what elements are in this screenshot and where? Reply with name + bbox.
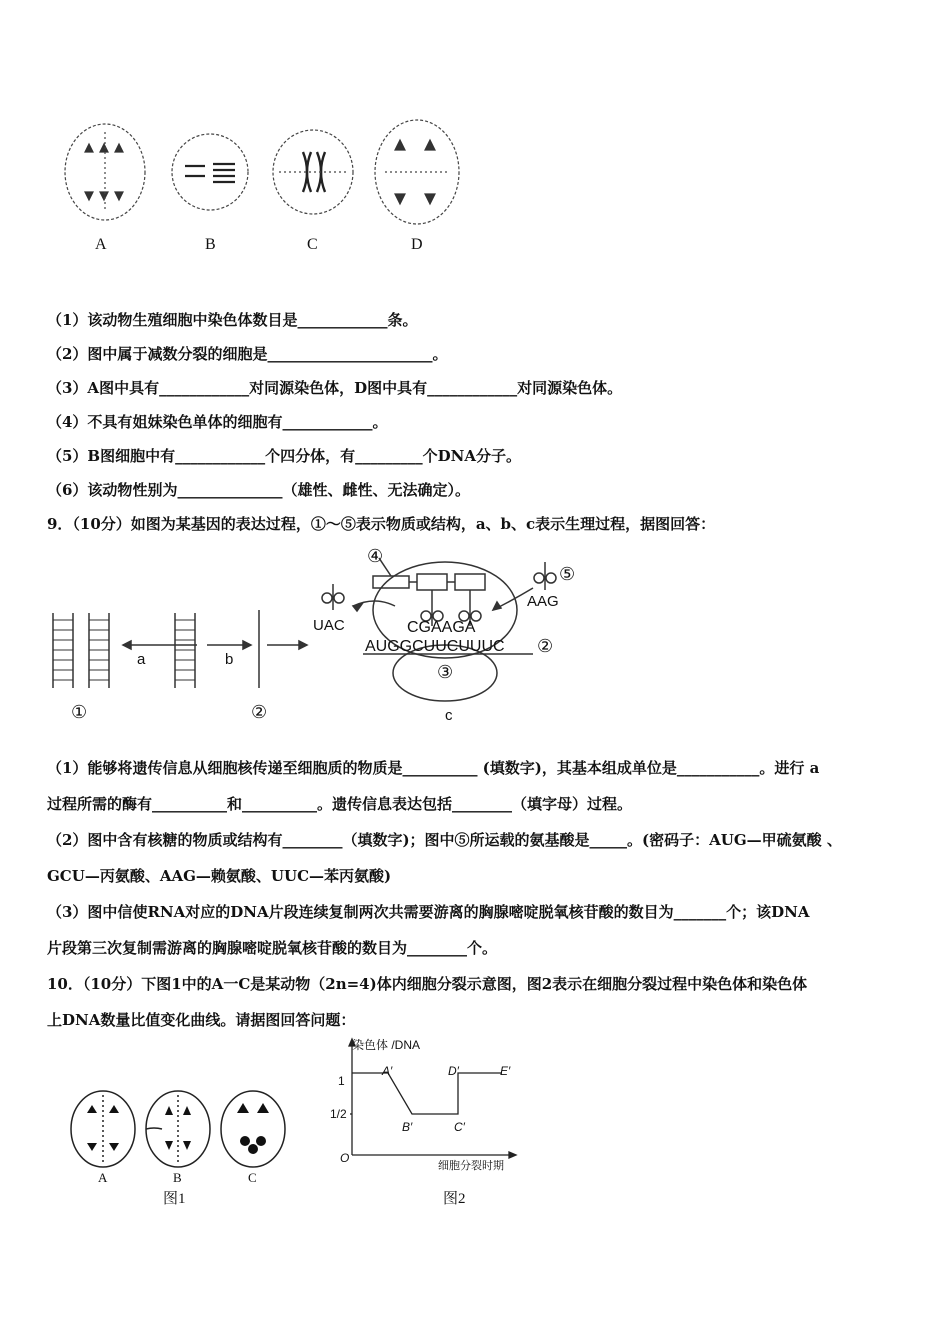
anticodon-uac: UAC xyxy=(313,617,345,634)
tick-1: 1 xyxy=(338,1074,345,1088)
q9-part2-line2: GCU—丙氨酸、AAG—赖氨酸、UUC—苯丙氨酸) xyxy=(47,867,392,885)
tick-half: 1/2 xyxy=(330,1107,347,1121)
label-1: ① xyxy=(71,702,88,722)
point-d: D′ xyxy=(448,1064,459,1078)
dna-template xyxy=(175,613,195,688)
trna-released xyxy=(322,584,344,610)
q9-part2-line1: （2）图中含有核糖的物质或结构有________（填数字)；图中⑤所运载的氨基酸是_____。(密码子：AUG—甲硫氨酸 、 xyxy=(47,831,842,849)
anticodons-middle: CGAAGA xyxy=(407,619,476,636)
q10-stem-line2: 上DNA数量比值变化曲线。请据图回答问题： xyxy=(47,1011,356,1029)
q8-part1: （1）该动物生殖细胞中染色体数目是____________条。 xyxy=(47,311,418,329)
label-4: ④ xyxy=(367,548,384,566)
fig1-label-b: B xyxy=(173,1170,182,1185)
point-c: C′ xyxy=(454,1120,465,1134)
label-c: c xyxy=(445,707,453,724)
origin-label: O xyxy=(340,1151,350,1165)
cell-label-c: C xyxy=(307,236,318,253)
dna-double-helix-1 xyxy=(53,613,109,688)
mrna-sequence: AUGGCUUCUUUC xyxy=(365,638,505,655)
q9-part1-line1: （1）能够将遗传信息从细胞核传递至细胞质的物质是__________ (填数字)，其基本组成单位是___________。进行 a xyxy=(47,759,820,777)
point-a: A′ xyxy=(382,1064,393,1078)
q8-part4: （4）不具有姐妹染色单体的细胞有____________。 xyxy=(47,413,388,431)
fig1-caption: 图1 xyxy=(163,1191,186,1207)
fig1-label-c: C xyxy=(248,1170,257,1185)
cell-label-a: A xyxy=(95,236,107,253)
figure-1-cells xyxy=(65,1085,295,1175)
fig1-label-a: A xyxy=(98,1170,108,1185)
cell-label-d: D xyxy=(411,236,423,253)
q8-part2: （2）图中属于减数分裂的细胞是______________________。 xyxy=(47,345,448,363)
q9-part3-line1: （3）图中信使RNA对应的DNA片段连续复制两次共需要游离的胸腺嘧啶脱氧核苷酸的数目为_______个；该DNA xyxy=(47,903,810,921)
q9-stem: 9．（10分）如图为某基因的表达过程，①～⑤表示物质或结构，a、b、c表示生理过程，据图回答： xyxy=(47,515,716,533)
q8-part6: （6）该动物性别为______________（雄性、雌性、无法确定）。 xyxy=(47,481,470,499)
point-e: E′ xyxy=(500,1064,511,1078)
label-2-right: ② xyxy=(537,636,554,656)
label-3: ③ xyxy=(437,662,454,682)
fig1-cell-c xyxy=(221,1091,285,1167)
x-axis-label: 细胞分裂时期 xyxy=(438,1160,504,1172)
y-axis-label: 染色体 /DNA xyxy=(352,1038,421,1052)
anticodon-aag: AAG xyxy=(527,593,559,610)
arrow-b-label: b xyxy=(225,651,234,668)
q9-part1-line2: 过程所需的酶有__________和__________。遗传信息表达包括________（填字母）过程。 xyxy=(47,795,633,813)
figure-2-chart xyxy=(330,1035,530,1175)
q8-part3: （3）A图中具有____________对同源染色体，D图中具有____________对同源染色体。 xyxy=(47,379,623,397)
point-b: B′ xyxy=(402,1120,413,1134)
cell-label-b: B xyxy=(205,236,216,253)
label-5: ⑤ xyxy=(559,564,576,584)
q9-part3-line2: 片段第三次复制需游离的胸腺嘧啶脱氧核苷酸的数目为________个。 xyxy=(47,939,498,957)
arrow-a-label: a xyxy=(137,651,146,668)
ratio-curve xyxy=(352,1073,502,1114)
q8-part5: （5）B图细胞中有____________个四分体，有_________个DNA分子。 xyxy=(47,447,521,465)
q10-stem-line1: 10．（10分）下图1中的A一C是某动物（2n=4)体内细胞分裂示意图，图2表示在细胞分裂过程中染色体和染色体 xyxy=(47,975,808,993)
fig2-caption: 图2 xyxy=(443,1191,466,1207)
cell-b xyxy=(172,134,248,210)
gene-expression-figure xyxy=(45,548,605,728)
trna-incoming xyxy=(534,562,556,590)
label-2-left: ② xyxy=(251,702,268,722)
